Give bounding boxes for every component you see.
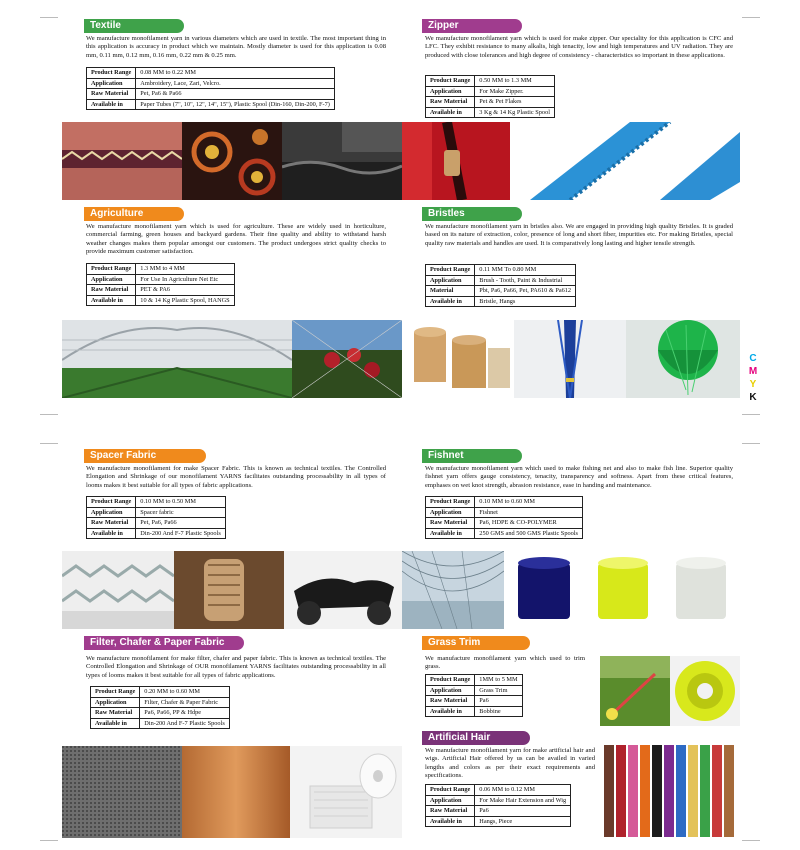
textile-photo-velcro	[282, 122, 402, 200]
spec-label: Application	[426, 86, 475, 97]
cmyk-c: C	[749, 353, 757, 364]
agriculture-spec-table	[86, 263, 235, 306]
spacer-photo-motorbike	[284, 551, 402, 629]
spec-label: Available in	[426, 107, 475, 118]
spec-label: Raw Material	[87, 285, 136, 296]
spec-row	[426, 286, 576, 297]
textile-description: We manufacture monofilament yarn in various diameters which are used in textile. The most important thing in this application is accuracy in product which we maintain. Mostly diameter is used for this application is 0.08 mm, 0.11 mm, 0.12 mm, 0.16 mm, 0.22 mm & 0.25 mm.	[86, 35, 386, 59]
fishnet-spec-table	[425, 496, 583, 539]
spec-row	[426, 675, 523, 686]
spec-row	[87, 68, 335, 79]
spec-row	[91, 708, 230, 719]
spec-label: Application	[426, 795, 475, 806]
bristles-header: Bristles	[422, 207, 522, 221]
fishnet-header: Fishnet	[422, 449, 522, 463]
spec-value: Filter, Chafer & Paper Fabric	[140, 697, 229, 708]
spec-value: 10 & 14 Kg Plastic Spool, HANGS	[136, 295, 234, 306]
spec-row	[87, 274, 235, 285]
spacer-header: Spacer Fabric	[84, 449, 206, 463]
zipper-spec-table	[425, 75, 555, 118]
grass-spec-table	[425, 674, 523, 717]
spec-label: Product Range	[426, 785, 475, 796]
spec-row	[426, 265, 576, 276]
spec-label: Application	[87, 78, 136, 89]
fishnet-description: We manufacture monofilament yarn which used to make fishing net and also to make fish line. Superior quality fishnet yarn offers gauge consistency, tenacity, transparency and softness. Apart from these critical features, emphases on wet knot strength, abrasion resistance, ease in handing and maintenance.	[425, 465, 733, 489]
spec-value: 3 Kg & 14 Kg Plastic Spool	[475, 107, 555, 118]
spec-label: Raw Material	[91, 708, 140, 719]
spec-value: 0.10 MM to 0.60 MM	[475, 497, 583, 508]
spec-value: For Make Zipper.	[475, 86, 555, 97]
bristles-spec-table	[425, 264, 576, 307]
spec-label: Application	[426, 507, 475, 518]
spec-value: Pet, Pa6 & Pa66	[136, 89, 335, 100]
fishnet-photo-spool-blue	[504, 551, 584, 629]
grass-photo-trimmer	[600, 656, 670, 726]
spec-label: Available in	[426, 528, 475, 539]
zipper-header: Zipper	[422, 19, 522, 33]
spec-value: Pa6, Pa66, PP & Hdpe	[140, 708, 229, 719]
spec-row	[426, 696, 523, 707]
crop-mark	[40, 414, 58, 415]
spec-label: Product Range	[426, 675, 475, 686]
spec-value: 0.50 MM to 1.3 MM	[475, 76, 555, 87]
textile-spec-table	[86, 67, 335, 110]
spec-row	[426, 497, 583, 508]
textile-header: Textile	[84, 19, 184, 33]
spec-value: Paper Tubes (7", 10", 12", 14", 15"), Plastic Spool (Din-160, Din-200, F-7)	[136, 99, 335, 110]
spec-value: Spacer fabric	[136, 507, 225, 518]
zipper-photo-red	[402, 122, 510, 200]
spec-label: Application	[87, 274, 136, 285]
spec-row	[426, 296, 576, 307]
filter-photo-paper-roll	[290, 746, 402, 838]
hair-description: We manufacture monofilament yarn for make artificial hair and wigs. Artificial Hair offered by us can be availed in varied lengths and colors as per their exact requirements and specifications.	[425, 747, 595, 780]
spec-label: Raw Material	[426, 518, 475, 529]
grass-description: We manufacture monofilament yarn which used to trim grass.	[425, 655, 585, 671]
spacer-photo-seat	[174, 551, 284, 629]
spec-label: Raw Material	[426, 696, 475, 707]
spacer-description: We manufacture monofilament for make Spacer Fabric. This is known as technical textiles. The Controlled Elongation and Shrinkage of our monofilament YARNS facilitates outstanding processability in all types of looms makes it best suitable for all types of fabric applications.	[86, 465, 386, 489]
spec-label: Application	[426, 685, 475, 696]
agriculture-description: We manufacture monofilament yarn which is used for agriculture. These are widely used in horticulture, commercial farming, green houses and backyard gardens. Their fine quality and ability to withstand harsh weather changes makes them popular amongst our customers. The product undergoes strict quality checks to provide maximum customer satisfaction.	[86, 223, 386, 256]
spec-value: Pet & Pet Flakes	[475, 97, 555, 108]
spec-row	[426, 107, 555, 118]
filter-description: We manufacture monofilament for make filter, chafer and paper fabric. This is known as technical textiles. The Controlled Elongation and Shrinkage of OUR monofilament YARNS facilitates outstanding processability in all types of looms makes it best suitable for all types of fabric applications.	[86, 655, 386, 679]
spec-label: Available in	[426, 706, 475, 717]
spec-label: Raw Material	[426, 97, 475, 108]
agriculture-photo-greenhouse	[62, 320, 292, 398]
spec-row	[91, 718, 230, 729]
spec-value: PET & PA6	[136, 285, 234, 296]
fishnet-photo-spool-yellow	[584, 551, 662, 629]
crop-mark	[742, 414, 760, 415]
spec-label: Available in	[426, 816, 475, 827]
spec-label: Raw Material	[87, 518, 136, 529]
spec-row	[87, 99, 335, 110]
zipper-photo-blue	[510, 122, 740, 200]
spec-row	[426, 785, 571, 796]
spec-row	[426, 97, 555, 108]
spec-value: 0.08 MM to 0.22 MM	[136, 68, 335, 79]
spec-label: Product Range	[87, 264, 136, 275]
spec-value: For Make Hair Extension and Wig	[475, 795, 571, 806]
spacer-photo-mesh	[62, 551, 174, 629]
spec-label: Product Range	[426, 497, 475, 508]
spec-row	[87, 518, 226, 529]
spec-label: Material	[426, 286, 475, 297]
spec-label: Product Range	[91, 687, 140, 698]
spec-row	[426, 795, 571, 806]
spec-label: Product Range	[87, 497, 136, 508]
spec-value: Pa6	[475, 696, 522, 707]
grass-photo-spool	[670, 656, 740, 726]
spec-row	[87, 528, 226, 539]
spec-label: Available in	[87, 99, 136, 110]
spec-row	[426, 518, 583, 529]
filter-photo-gray-mesh	[62, 746, 182, 838]
spec-label: Available in	[87, 295, 136, 306]
spec-row	[87, 295, 235, 306]
spec-value: 0.06 MM to 0.12 MM	[475, 785, 571, 796]
spec-label: Available in	[87, 528, 136, 539]
cmyk-mark	[746, 352, 760, 412]
spec-value: For Use In Agriculture Net Etc	[136, 274, 234, 285]
spec-label: Application	[87, 507, 136, 518]
bristles-photo-green	[626, 320, 740, 398]
spec-value: Pbt, Pa6, Pa66, Pet, PA610 & Pa612	[475, 286, 576, 297]
spec-row	[426, 528, 583, 539]
filter-header: Filter, Chafer & Paper Fabric	[84, 636, 244, 650]
spec-row	[426, 816, 571, 827]
filter-photo-copper-mesh	[182, 746, 290, 838]
filter-spec-table	[90, 686, 230, 729]
spec-label: Product Range	[426, 76, 475, 87]
spec-row	[426, 76, 555, 87]
spec-value: Din-200 And F-7 Plastic Spools	[140, 718, 229, 729]
spec-value: Din-200 And F-7 Plastic Spools	[136, 528, 225, 539]
bristles-photo-tubes	[402, 320, 514, 398]
spec-value: Pa6, HDPE & CO-POLYMER	[475, 518, 583, 529]
spec-label: Raw Material	[87, 89, 136, 100]
spec-value: Bobbine	[475, 706, 522, 717]
spec-row	[91, 697, 230, 708]
spec-label: Raw Material	[426, 806, 475, 817]
crop-mark	[40, 840, 58, 841]
spec-value: 1MM to 5 MM	[475, 675, 522, 686]
hair-photo-extensions	[600, 745, 740, 837]
spec-label: Available in	[91, 718, 140, 729]
spec-value: Pet, Pa6, Pa66	[136, 518, 225, 529]
crop-mark	[40, 17, 58, 18]
agriculture-header: Agriculture	[84, 207, 184, 221]
spacer-spec-table	[86, 496, 226, 539]
spec-row	[91, 687, 230, 698]
hair-header: Artificial Hair	[422, 731, 530, 745]
spec-value: Ambroidery, Lace, Zari, Velcro.	[136, 78, 335, 89]
crop-mark	[742, 17, 760, 18]
crop-mark	[742, 443, 760, 444]
cmyk-m: M	[748, 366, 758, 377]
cmyk-k: K	[749, 392, 757, 403]
spec-value: Fishnet	[475, 507, 583, 518]
spec-row	[426, 507, 583, 518]
crop-mark	[40, 443, 58, 444]
bristles-description: We manufacture monofilament yarn in bristles also. We are engaged in providing high quality Bristles. It is graded based on its nature of extraction, color, presence of long and short fiber, impurities etc. For making Bristles, special quality raw materials and handles are used. It is comparatively long lasting and higher tensile strength.	[425, 223, 733, 247]
cmyk-y: Y	[749, 379, 757, 390]
textile-photo-lace	[62, 122, 182, 200]
spec-row	[426, 706, 523, 717]
spec-label: Application	[91, 697, 140, 708]
spec-row	[87, 507, 226, 518]
spec-label: Product Range	[426, 265, 475, 276]
spec-row	[426, 685, 523, 696]
spec-row	[87, 497, 226, 508]
hair-spec-table	[425, 784, 571, 827]
textile-photo-embroidery	[182, 122, 282, 200]
spec-value: Bristle, Hangs	[475, 296, 576, 307]
spec-value: 1.3 MM to 4 MM	[136, 264, 234, 275]
spec-value: Brush - Tooth, Paint & Industrial	[475, 275, 576, 286]
spec-value: 0.20 MM to 0.60 MM	[140, 687, 229, 698]
spec-label: Product Range	[87, 68, 136, 79]
crop-mark	[742, 840, 760, 841]
spec-label: Available in	[426, 296, 475, 307]
spec-value: 250 GMS and 500 GMS Plastic Spools	[475, 528, 583, 539]
spec-row	[426, 806, 571, 817]
spec-row	[87, 264, 235, 275]
fishnet-photo-spool-white	[662, 551, 740, 629]
bristles-photo-blue	[514, 320, 626, 398]
zipper-description: We manufacture monofilament yarn which is used for make zipper. Our speciality for this application is CFC and LFC. They exhibit resistance to many alkalis, high tenacity, low and high temperatures and UV radiation. They are produced with close tolerances and high degree of consistency - characteristics so important in these applications.	[425, 35, 733, 59]
spec-value: Grass Trim	[475, 685, 522, 696]
agriculture-photo-net	[292, 320, 402, 398]
spec-value: Pa6	[475, 806, 571, 817]
spec-row	[426, 275, 576, 286]
spec-label: Application	[426, 275, 475, 286]
spec-row	[87, 89, 335, 100]
spec-row	[426, 86, 555, 97]
spec-row	[87, 285, 235, 296]
spec-value: Hangs, Piece	[475, 816, 571, 827]
spec-value: 0.11 MM To 0.80 MM	[475, 265, 576, 276]
spec-row	[87, 78, 335, 89]
spec-value: 0.10 MM to 0.50 MM	[136, 497, 225, 508]
fishnet-photo-net	[402, 551, 504, 629]
grass-header: Grass Trim	[422, 636, 530, 650]
